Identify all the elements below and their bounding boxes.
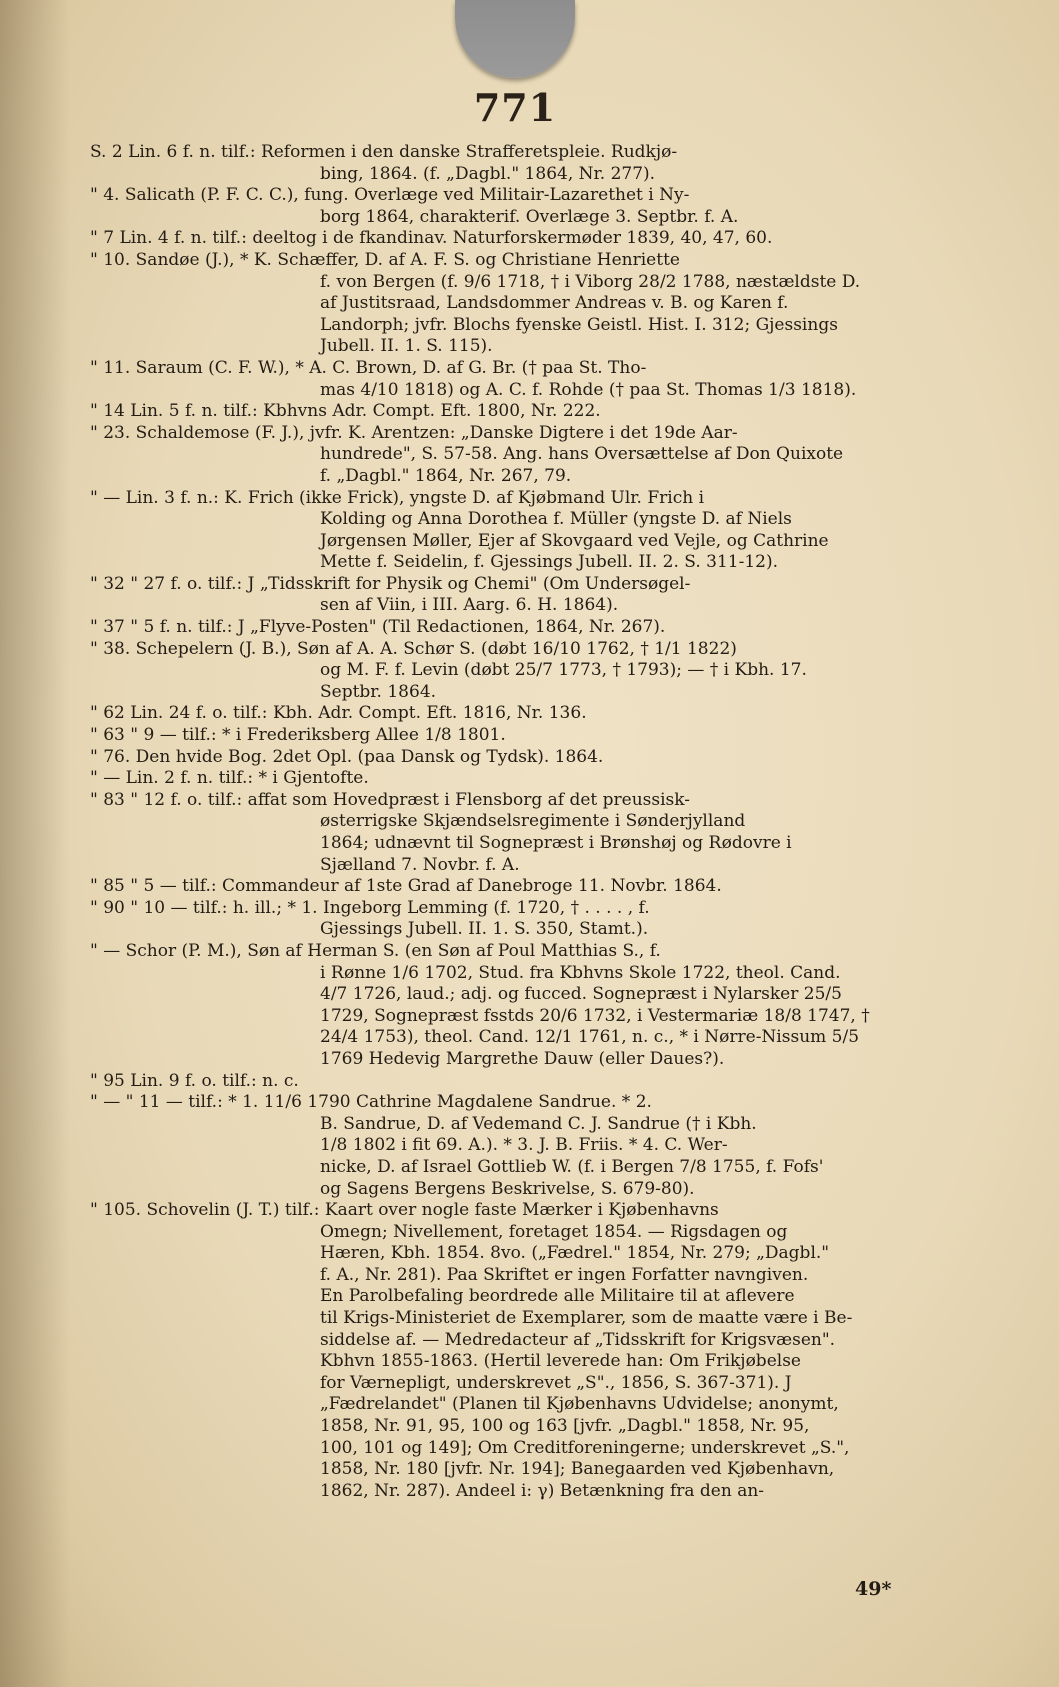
- entry-continuation-line: Jubell. II. 1. S. 115).: [320, 336, 493, 357]
- entry: [90, 898, 920, 941]
- entry-first-line: " 14 Lin. 5 f. n. tilf.: Kbhvns Adr. Compt. Eft. 1800, Nr. 222.: [90, 401, 601, 422]
- entry-continuation-line: 1858, Nr. 91, 95, 100 og 163 [jvfr. „Dagbl." 1858, Nr. 95,: [320, 1416, 810, 1437]
- entry-continuation-line: Sjælland 7. Novbr. f. A.: [320, 854, 520, 875]
- entry: [90, 1071, 920, 1093]
- entry-first-line: " 37 " 5 f. n. tilf.: J „Flyve-Posten" (Til Redactionen, 1864, Nr. 267).: [90, 617, 666, 638]
- entry-first-line: " 4. Salicath (P. F. C. C.), fung. Overlæge ved Militair-Lazarethet i Ny-: [90, 185, 690, 206]
- signature-mark: 49*: [855, 1578, 892, 1600]
- entry-continuation-line: 1769 Hedevig Margrethe Dauw (eller Daues?).: [320, 1048, 725, 1069]
- entry: [90, 142, 920, 185]
- entry-first-line: S. 2 Lin. 6 f. n. tilf.: Reformen i den danske Strafferetspleie. Rudkjø-: [90, 142, 678, 162]
- entry: [90, 250, 920, 358]
- entry-first-line: " 63 " 9 — tilf.: * i Frederiksberg Allee 1/8 1801.: [90, 725, 506, 746]
- entry: [90, 185, 920, 228]
- page-number: 771: [473, 85, 557, 130]
- entry: [90, 228, 920, 250]
- entry: [90, 1092, 920, 1200]
- entry-continuation-line: Landorph; jvfr. Blochs fyenske Geistl. Hist. I. 312; Gjessings: [320, 314, 838, 335]
- entry-continuation-line: sen af Viin, i III. Aarg. 6. H. 1864).: [320, 595, 619, 616]
- entry-continuation-line: siddelse af. — Medredacteur af „Tidsskrift for Krigsvæsen".: [320, 1329, 836, 1350]
- entry: [90, 747, 920, 769]
- entry: [90, 876, 920, 898]
- entry-continuation-line: Kbhvn 1855-1863. (Hertil leverede han: Om Frikjøbelse: [320, 1351, 801, 1372]
- entry-first-line: " — Schor (P. M.), Søn af Herman S. (en Søn af Poul Matthias S., f.: [90, 940, 661, 961]
- entry-continuation-line: til Krigs-Ministeriet de Exemplarer, som de maatte være i Be-: [320, 1308, 853, 1329]
- entry-continuation-line: 24/4 1753), theol. Cand. 12/1 1761, n. c., * i Nørre-Nissum 5/5: [320, 1027, 860, 1048]
- entry: [90, 703, 920, 725]
- entry-continuation-line: 1858, Nr. 180 [jvfr. Nr. 194]; Banegaarden ved Kjøbenhavn,: [320, 1459, 835, 1480]
- entry: [90, 790, 920, 876]
- entry: [90, 358, 920, 401]
- entry-continuation-line: f. von Bergen (f. 9/6 1718, † i Viborg 28/2 1788, næstældste D.: [320, 271, 861, 292]
- entry-first-line: " 90 " 10 — tilf.: h. ill.; * 1. Ingeborg Lemming (f. 1720, † . . . . , f.: [90, 897, 650, 918]
- entry-continuation-line: og Sagens Bergens Beskrivelse, S. 679-80).: [320, 1178, 695, 1199]
- entry-continuation-line: borg 1864, charakterif. Overlæge 3. Septbr. f. A.: [320, 206, 739, 227]
- entry-first-line: " 32 " 27 f. o. tilf.: J „Tidsskrift for Physik og Chemi" (Om Undersøgel-: [90, 573, 691, 594]
- entry-first-line: " 105. Schovelin (J. T.) tilf.: Kaart over nogle faste Mærker i Kjøbenhavns: [90, 1200, 719, 1221]
- entry: [90, 768, 920, 790]
- entry-continuation-line: østerrigske Skjændselsregimente i Sønderjylland: [320, 811, 746, 832]
- entry-continuation-line: bing, 1864. (f. „Dagbl." 1864, Nr. 277).: [320, 163, 656, 184]
- entry-continuation-line: f. „Dagbl." 1864, Nr. 267, 79.: [320, 465, 572, 486]
- entry-continuation-line: 1/8 1802 i fit 69. A.). * 3. J. B. Friis. * 4. C. Wer-: [320, 1135, 728, 1156]
- entry-continuation-line: Kolding og Anna Dorothea f. Müller (yngste D. af Niels: [320, 509, 792, 530]
- entry-continuation-line: En Parolbefaling beordrede alle Militaire til at aflevere: [320, 1286, 795, 1307]
- entry-first-line: " 76. Den hvide Bog. 2det Opl. (paa Dansk og Tydsk). 1864.: [90, 746, 604, 767]
- entry-first-line: " 10. Sandøe (J.), * K. Schæffer, D. af A. F. S. og Christiane Henriette: [90, 249, 680, 270]
- entry-continuation-line: 4/7 1726, laud.; adj. og fucced. Sognepræst i Nylarsker 25/5: [320, 984, 842, 1005]
- entry-continuation-line: hundrede", S. 57-58. Ang. hans Oversættelse af Don Quixote: [320, 444, 844, 465]
- entry-continuation-line: for Værnepligt, underskrevet „S"., 1856, S. 367-371). J: [320, 1372, 792, 1393]
- entry-continuation-line: af Justitsraad, Landsdommer Andreas v. B. og Karen f.: [320, 293, 789, 314]
- entry-continuation-line: Mette f. Seidelin, f. Gjessings Jubell. II. 2. S. 311-12).: [320, 552, 779, 573]
- entry-continuation-line: Hæren, Kbh. 1854. 8vo. („Fædrel." 1854, Nr. 279; „Dagbl.": [320, 1243, 830, 1264]
- entry-first-line: " — Lin. 2 f. n. tilf.: * i Gjentofte.: [90, 768, 369, 789]
- entry: [90, 401, 920, 423]
- entry-first-line: " 38. Schepelern (J. B.), Søn af A. A. Schør S. (døbt 16/10 1762, † 1/1 1822): [90, 638, 737, 659]
- binding-shadow: [0, 0, 70, 1687]
- entry-first-line: " 83 " 12 f. o. tilf.: affat som Hovedpræst i Flensborg af det preussisk-: [90, 789, 691, 810]
- entry-first-line: " 11. Saraum (C. F. W.), * A. C. Brown, D. af G. Br. († paa St. Tho-: [90, 357, 647, 378]
- entry: [90, 1200, 920, 1502]
- entry: [90, 639, 920, 704]
- entry-continuation-line: nicke, D. af Israel Gottlieb W. (f. i Bergen 7/8 1755, f. Fofs': [320, 1156, 824, 1177]
- entry: [90, 617, 920, 639]
- entry-first-line: " 62 Lin. 24 f. o. tilf.: Kbh. Adr. Compt. Eft. 1816, Nr. 136.: [90, 703, 587, 724]
- entry-continuation-line: 1862, Nr. 287). Andeel i: γ) Betænkning fra den an-: [320, 1480, 765, 1501]
- entry: [90, 941, 920, 1071]
- entry-first-line: " 23. Schaldemose (F. J.), jvfr. K. Arentzen: „Danske Digtere i det 19de Aar-: [90, 422, 738, 443]
- entry-continuation-line: Septbr. 1864.: [320, 681, 437, 702]
- entries-list: [90, 142, 920, 1502]
- entry-continuation-line: f. A., Nr. 281). Paa Skriftet er ingen Forfatter navngiven.: [320, 1264, 809, 1285]
- entry: [90, 574, 920, 617]
- entry-continuation-line: og M. F. f. Levin (døbt 25/7 1773, † 1793); — † i Kbh. 17.: [320, 660, 807, 681]
- entry-first-line: " 85 " 5 — tilf.: Commandeur af 1ste Grad af Danebroge 11. Novbr. 1864.: [90, 876, 722, 897]
- entry-continuation-line: mas 4/10 1818) og A. C. f. Rohde († paa St. Thomas 1/3 1818).: [320, 379, 857, 400]
- entry-continuation-line: i Rønne 1/6 1702, Stud. fra Kbhvns Skole 1722, theol. Cand.: [320, 962, 841, 983]
- binder-tab: [455, 0, 575, 78]
- entry-continuation-line: Gjessings Jubell. II. 1. S. 350, Stamt.).: [320, 919, 649, 940]
- entry-first-line: " — " 11 — tilf.: * 1. 11/6 1790 Cathrine Magdalene Sandrue. * 2.: [90, 1092, 652, 1113]
- entry-continuation-line: 1864; udnævnt til Sognepræst i Brønshøj og Rødovre i: [320, 833, 792, 853]
- entry: [90, 423, 920, 488]
- entry: [90, 725, 920, 747]
- entry-continuation-line: „Fædrelandet" (Planen til Kjøbenhavns Udvidelse; anonymt,: [320, 1394, 839, 1415]
- entry-first-line: " — Lin. 3 f. n.: K. Frich (ikke Frick), yngste D. af Kjøbmand Ulr. Frich i: [90, 487, 705, 508]
- entry-continuation-line: 100, 101 og 149]; Om Creditforeningerne; underskrevet „S.",: [320, 1437, 850, 1458]
- entry-first-line: " 95 Lin. 9 f. o. tilf.: n. c.: [90, 1070, 299, 1091]
- entry-continuation-line: B. Sandrue, D. af Vedemand C. J. Sandrue († i Kbh.: [320, 1113, 757, 1134]
- entry: [90, 488, 920, 574]
- entry-continuation-line: Jørgensen Møller, Ejer af Skovgaard ved Vejle, og Cathrine: [320, 530, 829, 551]
- entry-first-line: " 7 Lin. 4 f. n. tilf.: deeltog i de fkandinav. Naturforskermøder 1839, 40, 47, 60.: [90, 228, 773, 249]
- entry-continuation-line: Omegn; Nivellement, foretaget 1854. — Rigsdagen og: [320, 1221, 788, 1242]
- entry-continuation-line: 1729, Sognepræst fsstds 20/6 1732, i Vestermariæ 18/8 1747, †: [320, 1005, 870, 1026]
